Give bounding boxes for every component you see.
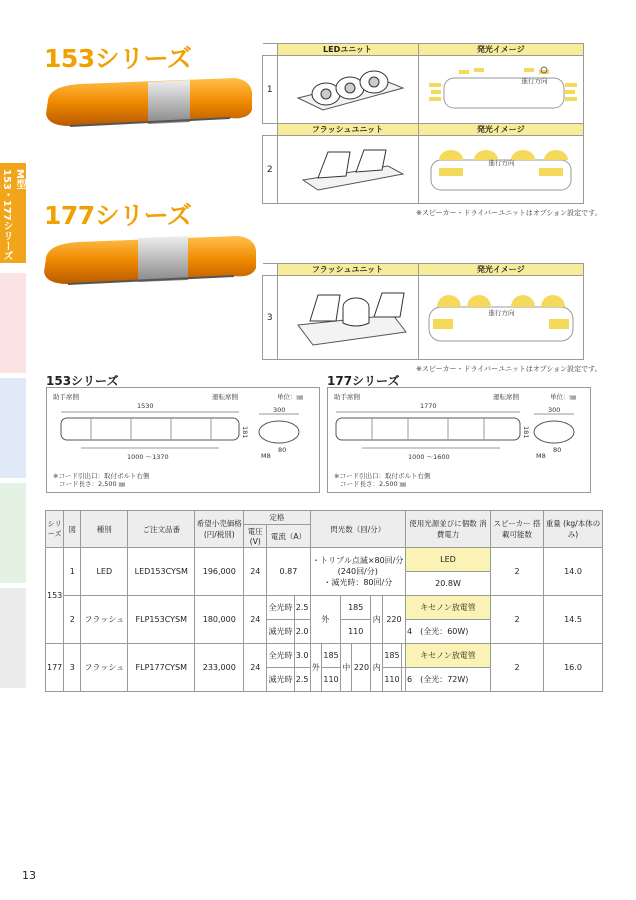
units-note-1: ※スピーカー・ドライバーユニットはオプション設定です。 bbox=[416, 209, 602, 217]
cell: 1 bbox=[64, 548, 81, 596]
cell-series-153: 153 bbox=[46, 548, 64, 644]
cell: 2.5 bbox=[294, 596, 310, 620]
dim177-bolt-width: 80 bbox=[553, 446, 562, 454]
flash-light-image-3-cell bbox=[418, 276, 584, 360]
dim153-length: 1530 bbox=[137, 402, 154, 410]
dim153-depth: 300 bbox=[273, 406, 286, 414]
dim153-mount: 1000 ～1370 bbox=[127, 453, 169, 461]
dim153-title: 153シリーズ bbox=[46, 374, 119, 388]
col-flash-unit: フラッシュユニット bbox=[277, 124, 418, 136]
dim177-length: 1770 bbox=[420, 402, 437, 410]
units-corner bbox=[263, 44, 278, 56]
cell: 24 bbox=[244, 644, 267, 692]
direction-label: 進行方向 bbox=[488, 309, 515, 317]
dim153-height: 181 bbox=[241, 426, 249, 439]
flash-unit-3-image-cell bbox=[277, 276, 418, 360]
cell: 3 bbox=[64, 644, 81, 692]
cell-series-177: 177 bbox=[46, 644, 64, 692]
side-tab-pink[interactable] bbox=[0, 273, 26, 373]
dim177-height: 181 bbox=[522, 426, 530, 439]
cell: 14.5 bbox=[544, 596, 603, 644]
direction-label: 進行方向 bbox=[488, 159, 515, 167]
dim153-left-label: 助手席側 bbox=[53, 393, 79, 401]
cell: 0.87 bbox=[267, 548, 310, 596]
col-flash-unit-3: フラッシュユニット bbox=[277, 264, 418, 276]
cell-flash-pattern bbox=[310, 548, 405, 596]
th-price: 希望小売価格 (円/税別) bbox=[195, 511, 244, 548]
th-voltage: 電圧(V) bbox=[244, 525, 267, 548]
th-type: 種別 bbox=[81, 511, 128, 548]
cell: フラッシュ bbox=[81, 644, 128, 692]
cell: 24 bbox=[244, 596, 267, 644]
units-table-2 bbox=[262, 263, 584, 360]
dim153-drawing bbox=[51, 408, 315, 456]
flash-unit-image bbox=[278, 138, 416, 200]
dim177-right-label: 運転席側 bbox=[493, 393, 519, 401]
dim153-bolt: M8 bbox=[261, 452, 271, 460]
cell-light: キセノン放電管 bbox=[406, 596, 491, 620]
col-light-image: 発光イメージ bbox=[418, 44, 584, 56]
flash-light-image bbox=[419, 138, 583, 200]
lightbar-177-image bbox=[38, 228, 260, 292]
cell: 内 bbox=[371, 644, 382, 692]
th-weight: 重量 (kg/本体のみ) bbox=[544, 511, 603, 548]
side-tab-label bbox=[0, 169, 26, 261]
col-led-unit: LEDユニット bbox=[277, 44, 418, 56]
th-fig: 図 bbox=[64, 511, 81, 548]
flash-line: ・滅光時：80回/分 bbox=[323, 578, 393, 587]
cell: 2 bbox=[491, 596, 544, 644]
dim177-left-label: 助手席側 bbox=[334, 393, 360, 401]
cell: 185 bbox=[382, 644, 401, 668]
cell: 24 bbox=[244, 548, 267, 596]
flash-unit-3-image bbox=[278, 277, 416, 357]
cell: 滅光時 bbox=[267, 668, 294, 692]
row-number: 1 bbox=[263, 56, 278, 124]
cell: 16.0 bbox=[544, 644, 603, 692]
dim177-title: 177シリーズ bbox=[327, 374, 400, 388]
direction-label: 進行方向 bbox=[521, 77, 548, 85]
cell: 220 bbox=[352, 644, 371, 692]
side-tab-line1: M型 bbox=[14, 169, 25, 189]
cell: 2 bbox=[64, 596, 81, 644]
spec-table bbox=[45, 510, 603, 692]
flash-line: (240回/分) bbox=[337, 567, 378, 576]
cell: 2.0 bbox=[294, 620, 310, 644]
led-light-image-cell bbox=[418, 56, 584, 124]
dim177-unit: 単位：㎜ bbox=[550, 393, 576, 401]
row-number: 2 bbox=[263, 136, 278, 204]
cell: 滅光時 bbox=[267, 620, 294, 644]
col-light-image-3: 発光イメージ bbox=[418, 264, 584, 276]
dim153-note1: ※コード引出口：取付ボルト右側 bbox=[53, 472, 150, 480]
cell: 110 bbox=[322, 668, 341, 692]
side-tab-active[interactable] bbox=[0, 163, 26, 263]
th-rating: 定格 bbox=[244, 511, 310, 525]
table-row bbox=[46, 644, 603, 668]
cell: 220 bbox=[382, 596, 405, 644]
th-light: 使用光源並びに個数 消費電力 bbox=[406, 511, 491, 548]
led-light-image bbox=[419, 58, 583, 120]
units-table-1 bbox=[262, 43, 584, 204]
cell: 2.5 bbox=[294, 668, 310, 692]
cell-power: 4 (全光：60W) bbox=[406, 620, 491, 644]
side-tab-blue[interactable] bbox=[0, 378, 26, 478]
dim177-drawing bbox=[332, 408, 586, 456]
cell: 外 bbox=[310, 596, 340, 644]
dim153-unit: 単位：㎜ bbox=[277, 393, 303, 401]
cell-light: キセノン放電管 bbox=[406, 644, 491, 668]
dim177-note1: ※コード引出口：取付ボルト右側 bbox=[334, 472, 431, 480]
cell: 233,000 bbox=[195, 644, 244, 692]
dim177-mount: 1000 ～1600 bbox=[408, 453, 450, 461]
cell: フラッシュ bbox=[81, 596, 128, 644]
flash-unit-image-cell bbox=[277, 136, 418, 204]
cell-light: LED bbox=[406, 548, 491, 572]
cell: LED bbox=[81, 548, 128, 596]
table-row bbox=[46, 548, 603, 572]
cell: 185 bbox=[341, 596, 371, 620]
col-light-image-2: 発光イメージ bbox=[418, 124, 584, 136]
th-speaker: スピーカー 搭載可能数 bbox=[491, 511, 544, 548]
dim177-note2: コード長さ：2,500 ㎜ bbox=[340, 480, 407, 488]
led-unit-image-cell bbox=[277, 56, 418, 124]
cell: LED153CYSM bbox=[128, 548, 195, 596]
cell: 中 bbox=[341, 644, 352, 692]
row-number: 3 bbox=[263, 276, 278, 360]
th-current: 電流（A） bbox=[267, 525, 310, 548]
series177-title: 177シリーズ bbox=[44, 201, 192, 230]
cell: 110 bbox=[341, 620, 371, 644]
cell: 185 bbox=[322, 644, 341, 668]
side-tab-green[interactable] bbox=[0, 483, 26, 583]
dim177-bolt: M8 bbox=[536, 452, 546, 460]
cell: 全光時 bbox=[267, 644, 294, 668]
dim153-box bbox=[46, 387, 320, 493]
cell: 14.0 bbox=[544, 548, 603, 596]
cell: 196,000 bbox=[195, 548, 244, 596]
cell-power: 6 (全光：72W) bbox=[406, 668, 491, 692]
side-tab-line2: 153・177シリーズ bbox=[1, 169, 12, 261]
flash-light-image-cell bbox=[418, 136, 584, 204]
table-row bbox=[46, 596, 603, 620]
dim153-bolt-width: 80 bbox=[278, 446, 287, 454]
cell: 180,000 bbox=[195, 596, 244, 644]
page-number: 13 bbox=[22, 869, 36, 882]
cell: 全光時 bbox=[267, 596, 294, 620]
th-flash: 閃光数（回/分） bbox=[310, 511, 405, 548]
cell: 3.0 bbox=[294, 644, 310, 668]
units-note-2: ※スピーカー・ドライバーユニットはオプション設定です。 bbox=[416, 365, 602, 373]
dim153-note2: コード長さ：2,500 ㎜ bbox=[59, 480, 126, 488]
side-tab-gray[interactable] bbox=[0, 588, 26, 688]
cell: 内 bbox=[371, 596, 382, 644]
cell-power: 20.8W bbox=[406, 572, 491, 596]
th-order: ご注文品番 bbox=[128, 511, 195, 548]
cell: FLP153CYSM bbox=[128, 596, 195, 644]
cell: 2 bbox=[491, 548, 544, 596]
dim153-right-label: 運転席側 bbox=[212, 393, 238, 401]
series153-title: 153シリーズ bbox=[44, 44, 192, 73]
cell: FLP177CYSM bbox=[128, 644, 195, 692]
cell: 110 bbox=[382, 668, 401, 692]
th-series: シリーズ bbox=[46, 511, 64, 548]
flash-line: ・トリプル点滅×80回/分 bbox=[312, 556, 404, 565]
led-unit-image bbox=[278, 58, 416, 120]
dim177-depth: 300 bbox=[548, 406, 561, 414]
cell: 2 bbox=[491, 644, 544, 692]
lightbar-153-image bbox=[40, 72, 255, 134]
cell: 外 bbox=[310, 644, 321, 692]
dim177-box bbox=[327, 387, 591, 493]
